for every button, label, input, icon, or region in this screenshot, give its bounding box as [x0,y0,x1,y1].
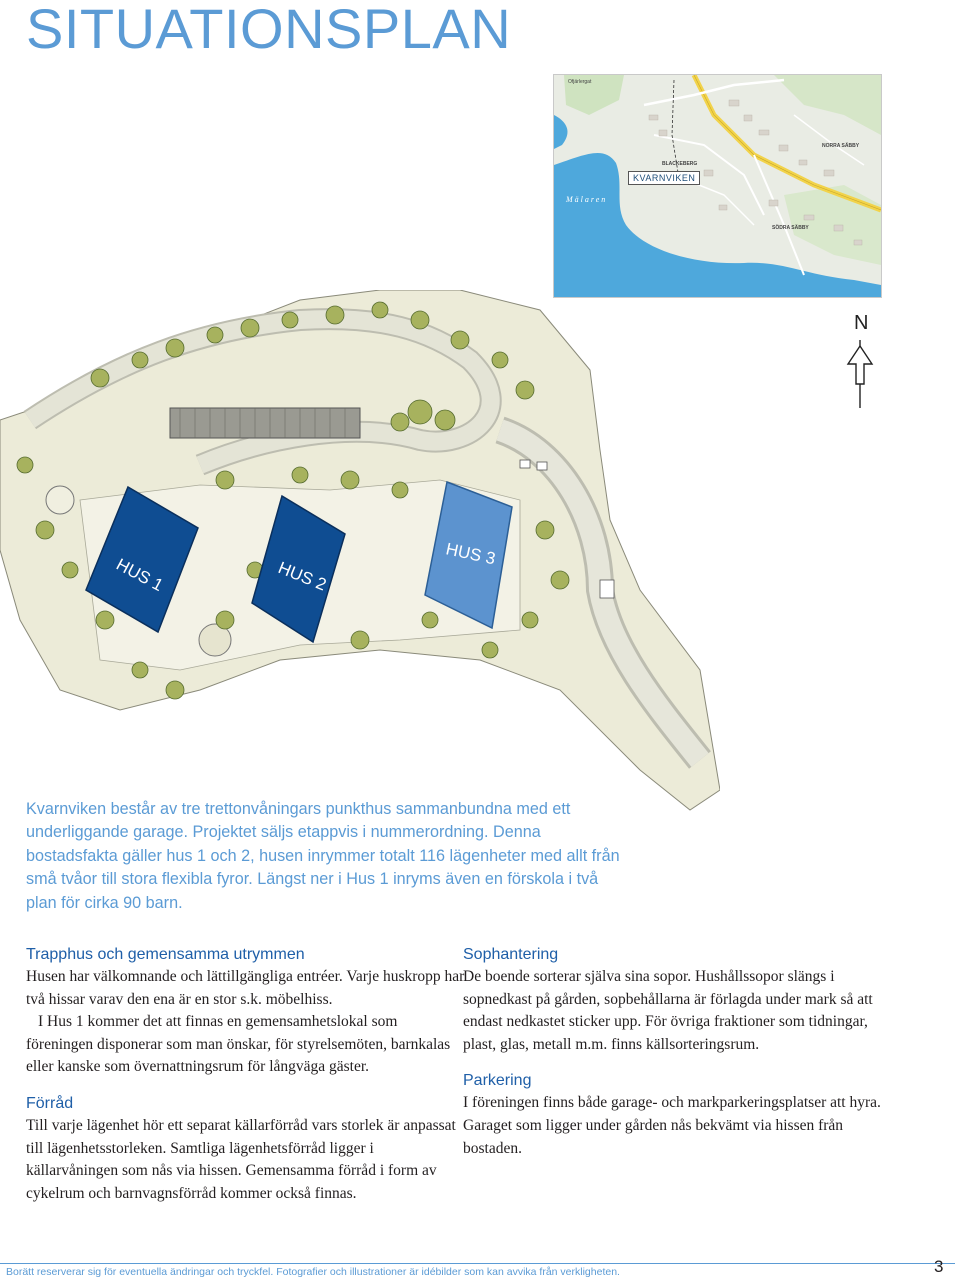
map-place-label: Ofjärlergat [568,79,592,85]
parkering-paragraph: I föreningen finns både garage- och markparkeringsplatser att hyra. Garaget som ligger under gården nås bekvämt via hissen från bostaden. [463,1094,881,1157]
location-map [553,74,882,298]
footer-divider [0,1263,955,1264]
building-label-hus-3: HUS 3 [444,539,498,569]
heading-sophantering: Sophantering [463,946,559,963]
page-number: 3 [934,1257,944,1276]
map-place-label: SÖDRA SÄBBY [772,225,809,231]
map-place-label: BLACKEBERG [662,161,698,167]
map-graphic [554,75,881,297]
trapphus-paragraph-1: Husen har välkomnande och lättillgängliga entréer. Varje huskropp har två hissar varav den ena är en stor s.k. möbelhiss. [26,968,465,1008]
heading-trapphus: Trapphus och gemensamma utrymmen [26,946,305,963]
heading-parkering: Parkering [463,1072,532,1090]
building-label-hus-1: HUS 1 [113,554,167,596]
trapphus-paragraph-2: I Hus 1 kommer det att finnas en gemensamhetslokal som föreningen disponerar som man önskar, för styrelsemöten, barnkalas eller kanske som övernattningsrum för långväga gäster. [26,1013,451,1076]
footer-disclaimer: Borätt reserverar sig för eventuella ändringar och tryckfel. Fotografier och illustrationer är idébilder som kan avvika från verkligheten. [6,1266,620,1278]
sophantering-paragraph: De boende sorterar själva sina sopor. Hushållssopor slängs i sopnedkast på gården, sopbehållarna är förlagda under mark så att endast nedkastet sticker upp. För övriga fraktioner som tidningar, plast, glas, metall m.m. finns källsorteringsrum. [463,968,873,1053]
page-title: SITUATIONSPLAN [26,0,512,60]
forrad-paragraph: Till varje lägenhet hör ett separat källarförråd vars storlek är anpassat till lägenhetsstorleken. Samtliga lägenhetsförråd ligger i källarvåningen som nås via hissen. Gemensamma förråd i form av cykelrum och barnvagnsförråd kommer också finnas. [26,1116,456,1202]
right-column [463,944,893,1160]
building-label-hus-2: HUS 2 [275,558,330,595]
compass-label: N [854,312,869,334]
map-place-label: NORRA SÄBBY [822,143,860,149]
left-column [26,944,466,1205]
map-area-label: KVARNVIKEN [628,171,700,185]
north-arrow-icon [842,340,878,410]
intro-text: Kvarnviken består av tre trettonvåningars punkthus sammanbundna med ett underliggande garage. Projektet säljs etappvis i nummerordning. Denna bostadsfakta gäller hus 1 och 2, husen inrymmer totalt 116 lägenheter med allt från små tvåor till stora flexibla fyror. Längst ner i Hus 1 inryms även en förskola i två plan för cirka 90 barn. [26,800,620,912]
site-plan [0,290,720,830]
heading-forrad: Förråd [26,1094,74,1112]
map-lake-label: Mälaren [566,195,608,204]
